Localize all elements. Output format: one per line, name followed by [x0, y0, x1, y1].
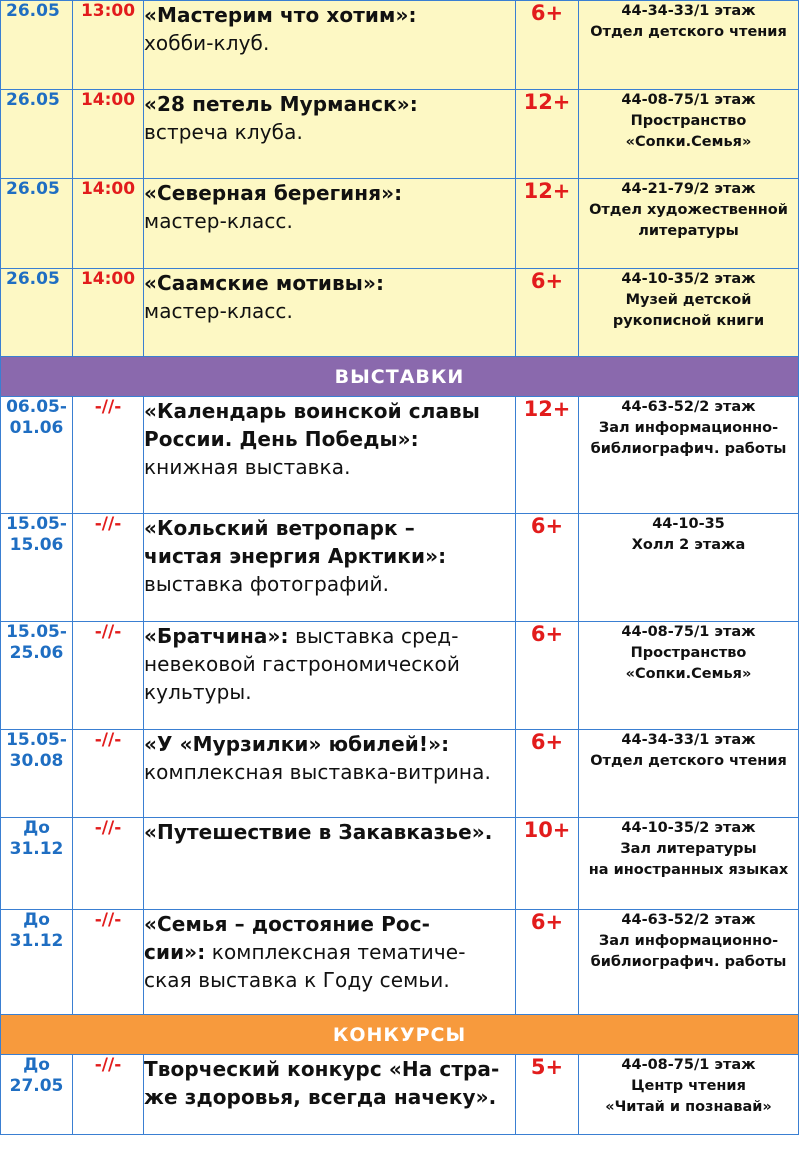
description-cell: «У «Мурзилки» юбилей!»: комплексная выставка-витрина.	[144, 730, 516, 818]
age-rating: 12+	[516, 179, 579, 269]
time-cell: -//-	[73, 622, 144, 730]
time-cell: -//-	[73, 818, 144, 910]
age-rating: 6+	[516, 910, 579, 1015]
age-rating: 12+	[516, 90, 579, 179]
age-rating: 6+	[516, 622, 579, 730]
section-header-exhibitions	[1, 357, 799, 397]
time-cell: 14:00	[73, 179, 144, 269]
age-rating: 5+	[516, 1055, 579, 1135]
time-cell: -//-	[73, 1055, 144, 1135]
section-title: ВЫСТАВКИ	[1, 357, 799, 397]
table-row	[1, 397, 799, 514]
contact-cell: 44-10-35/2 этаж Музей детской рукописной книги	[579, 269, 799, 357]
contact-cell: 44-63-52/2 этаж Зал информационно- библиографич. работы	[579, 910, 799, 1015]
contact-cell: 44-08-75/1 этаж Пространство «Сопки.Семья»	[579, 622, 799, 730]
date-cell: 15.05- 15.06	[1, 514, 73, 622]
description-cell: «Календарь воинской славы России. День Победы»: книжная выставка.	[144, 397, 516, 514]
contact-cell: 44-34-33/1 этаж Отдел детского чтения	[579, 1, 799, 90]
contact-cell: 44-10-35 Холл 2 этажа	[579, 514, 799, 622]
section-title: КОНКУРСЫ	[1, 1015, 799, 1055]
time-cell: 14:00	[73, 90, 144, 179]
contact-cell: 44-21-79/2 этаж Отдел художественной литературы	[579, 179, 799, 269]
table-row	[1, 910, 799, 1015]
description-cell: «Кольский ветропарк – чистая энергия Арктики»: выставка фотографий.	[144, 514, 516, 622]
table-row	[1, 179, 799, 269]
age-rating: 10+	[516, 818, 579, 910]
contact-cell: 44-34-33/1 этаж Отдел детского чтения	[579, 730, 799, 818]
table-row	[1, 622, 799, 730]
age-rating: 6+	[516, 514, 579, 622]
date-cell: 26.05	[1, 90, 73, 179]
table-row	[1, 514, 799, 622]
date-cell: 26.05	[1, 269, 73, 357]
date-cell: 26.05	[1, 179, 73, 269]
contact-cell: 44-63-52/2 этаж Зал информационно- библиографич. работы	[579, 397, 799, 514]
date-cell: 15.05- 25.06	[1, 622, 73, 730]
time-cell: -//-	[73, 910, 144, 1015]
time-cell: 14:00	[73, 269, 144, 357]
contact-cell: 44-08-75/1 этаж Пространство «Сопки.Семья»	[579, 90, 799, 179]
description-cell: «Братчина»: выставка сред- невековой гастрономической культуры.	[144, 622, 516, 730]
table-row	[1, 269, 799, 357]
age-rating: 12+	[516, 397, 579, 514]
date-cell: 15.05- 30.08	[1, 730, 73, 818]
date-cell: 06.05- 01.06	[1, 397, 73, 514]
time-cell: -//-	[73, 514, 144, 622]
age-rating: 6+	[516, 269, 579, 357]
contact-cell: 44-10-35/2 этаж Зал литературы на иностранных языках	[579, 818, 799, 910]
table-row	[1, 1055, 799, 1135]
time-cell: -//-	[73, 397, 144, 514]
date-cell: 26.05	[1, 1, 73, 90]
date-cell: До 31.12	[1, 818, 73, 910]
section-header-contests	[1, 1015, 799, 1055]
table-row	[1, 730, 799, 818]
description-cell: «Северная берегиня»: мастер-класс.	[144, 179, 516, 269]
age-rating: 6+	[516, 1, 579, 90]
contact-cell: 44-08-75/1 этаж Центр чтения «Читай и познавай»	[579, 1055, 799, 1135]
description-cell: «Путешествие в Закавказье».	[144, 818, 516, 910]
time-cell: -//-	[73, 730, 144, 818]
table-row	[1, 90, 799, 179]
description-cell: Творческий конкурс «На стра- же здоровья, всегда начеку».	[144, 1055, 516, 1135]
table-row	[1, 1, 799, 90]
description-cell: «Мастерим что хотим»: хобби-клуб.	[144, 1, 516, 90]
description-cell: «Семья – достояние Рос- сии»: комплексная тематиче- ская выставка к Году семьи.	[144, 910, 516, 1015]
table-row	[1, 818, 799, 910]
description-cell: «Саамские мотивы»: мастер-класс.	[144, 269, 516, 357]
time-cell: 13:00	[73, 1, 144, 90]
description-cell: «28 петель Мурманск»: встреча клуба.	[144, 90, 516, 179]
date-cell: До 31.12	[1, 910, 73, 1015]
age-rating: 6+	[516, 730, 579, 818]
date-cell: До 27.05	[1, 1055, 73, 1135]
